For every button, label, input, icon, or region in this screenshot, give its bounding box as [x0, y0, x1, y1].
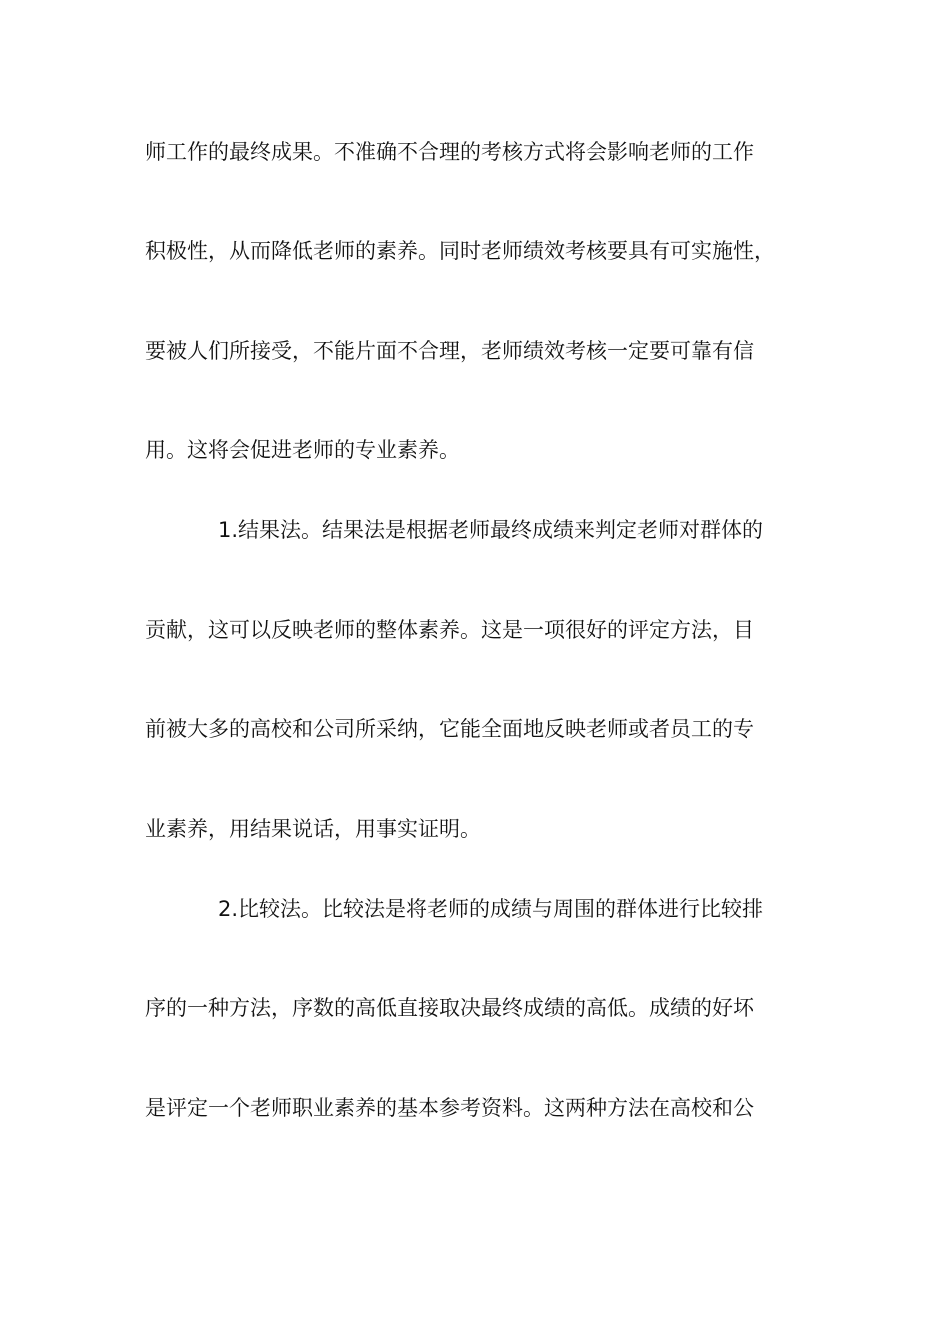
text-line: 序的一种方法，序数的高低直接取决最终成绩的高低。成绩的好坏	[145, 996, 754, 1020]
text-line: 要被人们所接受，不能片面不合理，老师绩效考核一定要可靠有信	[145, 339, 754, 363]
text-line: 贡献，这可以反映老师的整体素养。这是一项很好的评定方法，目	[145, 618, 754, 642]
text-line: 业素养，用结果说话，用事实证明。	[145, 817, 481, 841]
text-line: 用。这将会促进老师的专业素养。	[145, 438, 460, 462]
text-line: 师工作的最终成果。不准确不合理的考核方式将会影响老师的工作	[145, 140, 754, 164]
text-line: 是评定一个老师职业素养的基本参考资料。这两种方法在高校和公	[145, 1096, 754, 1120]
text-line: 2.比较法。比较法是将老师的成绩与周围的群体进行比较排	[218, 897, 764, 921]
text-line: 前被大多的高校和公司所采纳，它能全面地反映老师或者员工的专	[145, 717, 754, 741]
text-line: 积极性，从而降低老师的素养。同时老师绩效考核要具有可实施性，	[145, 239, 775, 263]
text-line: 1.结果法。结果法是根据老师最终成绩来判定老师对群体的	[218, 518, 764, 542]
